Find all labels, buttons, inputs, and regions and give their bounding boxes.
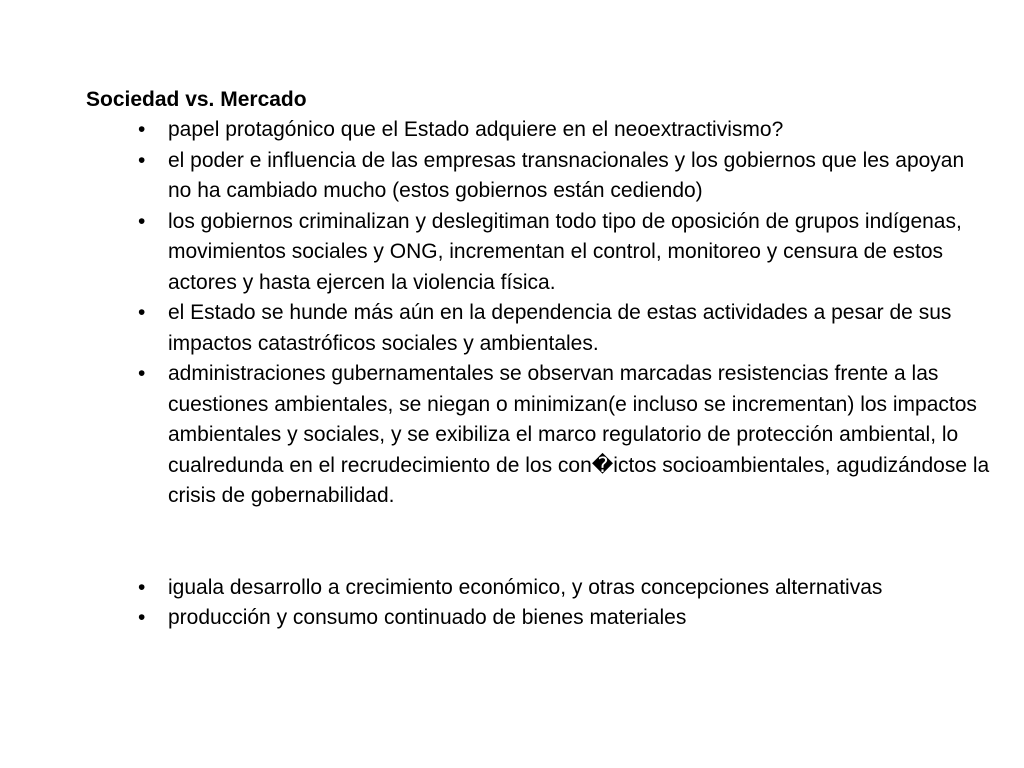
bullet-item [86, 207, 990, 299]
bullet-text: los gobiernos criminalizan y deslegitiman todo tipo de oposición de grupos indígenas, movimientos sociales y ONG, incrementan el control, monitoreo y censura de estos actores y hasta ejercen la violencia física. [168, 209, 962, 294]
bullet-text: producción y consumo continuado de bienes materiales [168, 606, 687, 629]
bullet-text: el poder e influencia de las empresas transnacionales y los gobiernos que les apoyan no ha cambiado mucho (estos gobiernos están cediendo) [168, 148, 965, 202]
bullet-marker: • [138, 606, 146, 629]
bullet-text: iguala desarrollo a crecimiento económico, y otras concepciones alternativas [168, 575, 883, 599]
slide-title: Sociedad vs. Mercado [86, 88, 307, 111]
bullet-list-secondary [86, 573, 990, 634]
bullet-item [86, 298, 990, 359]
spacer [86, 512, 990, 573]
bullet-list-main [86, 115, 990, 512]
bullet-item [86, 115, 990, 146]
bullet-item [86, 603, 990, 634]
bullet-item [86, 146, 990, 207]
bullet-marker: • [138, 575, 146, 599]
bullet-marker: • [138, 301, 146, 324]
bullet-marker: • [138, 209, 146, 233]
bullet-marker: • [138, 118, 146, 141]
bullet-text: el Estado se hunde más aún en la dependencia de estas actividades a pesar de sus impactos catastróficos sociales y ambientales. [168, 301, 952, 355]
bullet-text: administraciones gubernamentales se observan marcadas resistencias frente a las cuestiones ambientales, se niegan o minimizan(e incluso se incrementan) los impactos ambientales y sociales, y se exibiliza el marco regulatorio de protección ambiental, lo cualredunda en el recrudecimiento de los con�ictos socioambientales, agudizándose la crisis de gobernabilidad. [168, 362, 990, 507]
bullet-item [86, 359, 990, 512]
bullet-marker: • [138, 148, 146, 172]
bullet-marker: • [138, 362, 146, 385]
bullet-text: papel protagónico que el Estado adquiere en el neoextractivismo? [168, 118, 784, 141]
bullet-item [86, 573, 990, 604]
